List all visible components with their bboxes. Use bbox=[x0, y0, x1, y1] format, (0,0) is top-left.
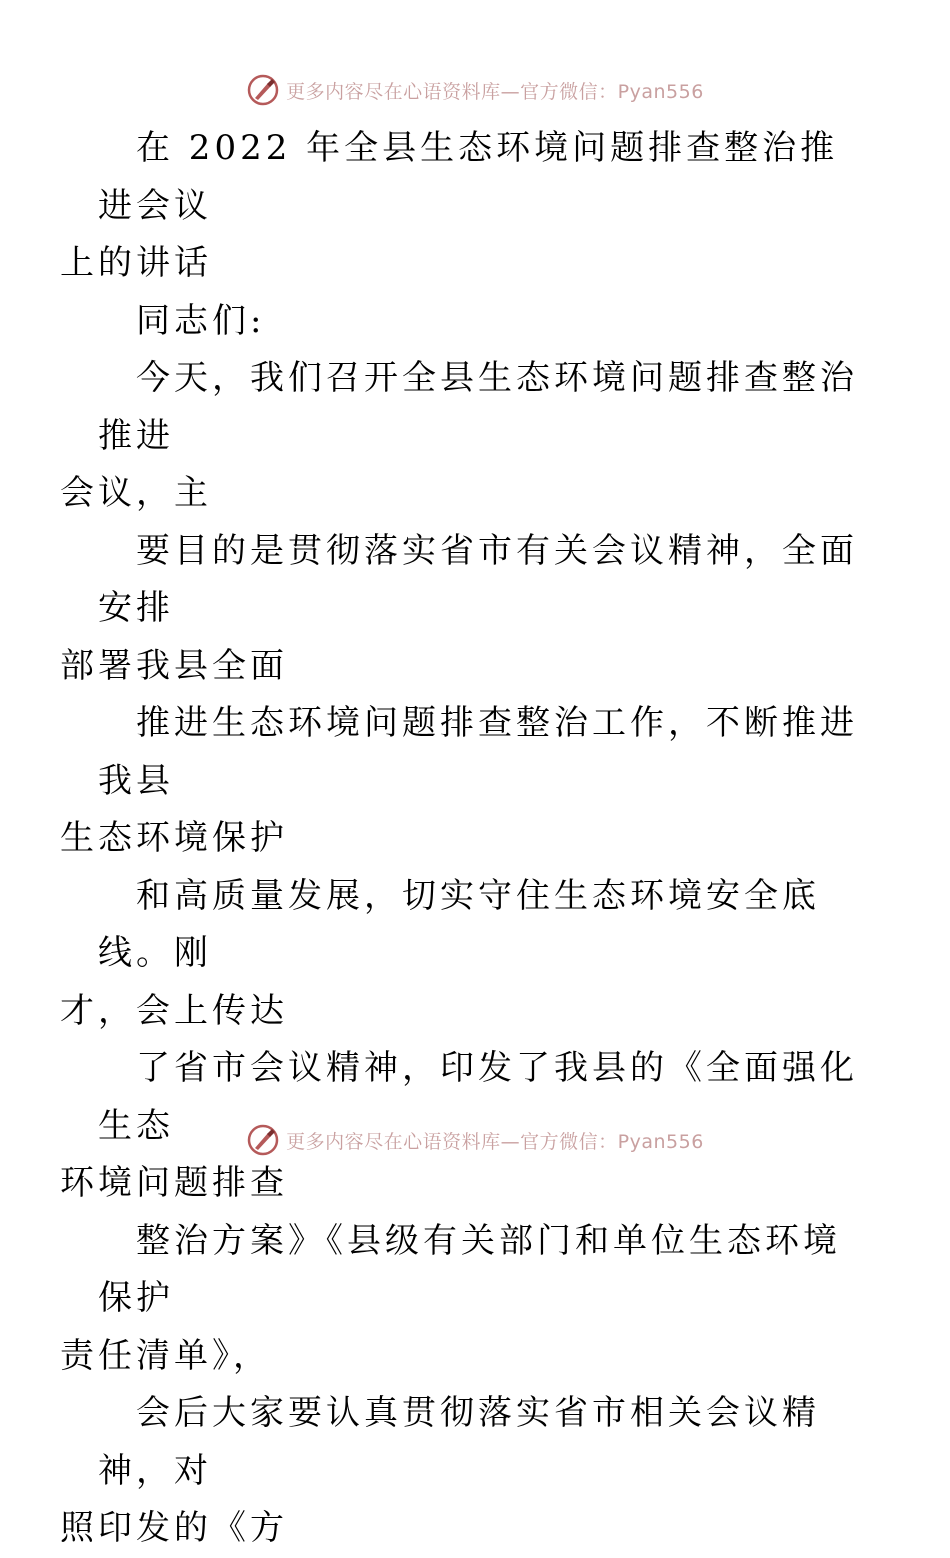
text-line: 才，会上传达 bbox=[60, 990, 288, 1031]
text-line: 会后大家要认真贯彻落实省市相关会议精神，对 bbox=[98, 1393, 820, 1491]
footer-banner-text: 更多内容尽在心语资料库—官方微信：Pyan556 bbox=[286, 1130, 704, 1153]
text-line: 照印发的《方 bbox=[60, 1508, 288, 1548]
text-line: 上的讲话 bbox=[60, 243, 212, 283]
text-line: 要目的是贯彻落实省市有关会议精神，全面安排 bbox=[98, 530, 858, 628]
body-paragraph bbox=[60, 868, 858, 1041]
text-line: 今天，我们召开全县生态环境问题排查整治推进 bbox=[98, 358, 858, 456]
text-line: 环境问题排查 bbox=[60, 1163, 288, 1203]
text-line: 在 2022 年全县生态环境问题排查整治推进会议 bbox=[98, 128, 839, 226]
header-banner-text: 更多内容尽在心语资料库—官方微信：Pyan556 bbox=[286, 80, 704, 103]
text-line: 了省市会议精神，印发了我县的《全面强化生态 bbox=[98, 1048, 858, 1146]
text-line: 和高质量发展，切实守住生态环境安全底线。刚 bbox=[98, 875, 820, 973]
body-paragraph bbox=[60, 1213, 858, 1386]
document-body bbox=[60, 120, 858, 1558]
text-line: 责任清单》， bbox=[60, 1335, 271, 1376]
pen-logo-icon bbox=[246, 73, 280, 107]
body-paragraph bbox=[60, 695, 858, 868]
header-watermark bbox=[0, 70, 950, 110]
pen-logo-icon bbox=[246, 1123, 280, 1157]
text-line: 部署我县全面 bbox=[60, 645, 288, 686]
text-line: 整治方案》《县级有关部门和单位生态环境保护 bbox=[98, 1220, 841, 1318]
body-paragraph bbox=[60, 350, 858, 523]
text-line: 生态环境保护 bbox=[60, 818, 288, 858]
body-paragraph bbox=[60, 1385, 858, 1558]
text-line: 推进生态环境问题排查整治工作，不断推进我县 bbox=[98, 703, 858, 801]
body-paragraph bbox=[60, 523, 858, 696]
text-line: 同志们: bbox=[136, 300, 266, 341]
title-paragraph bbox=[60, 120, 858, 293]
salutation-paragraph bbox=[98, 293, 858, 351]
footer-watermark bbox=[0, 1120, 950, 1160]
text-line: 会议，主 bbox=[60, 473, 212, 513]
